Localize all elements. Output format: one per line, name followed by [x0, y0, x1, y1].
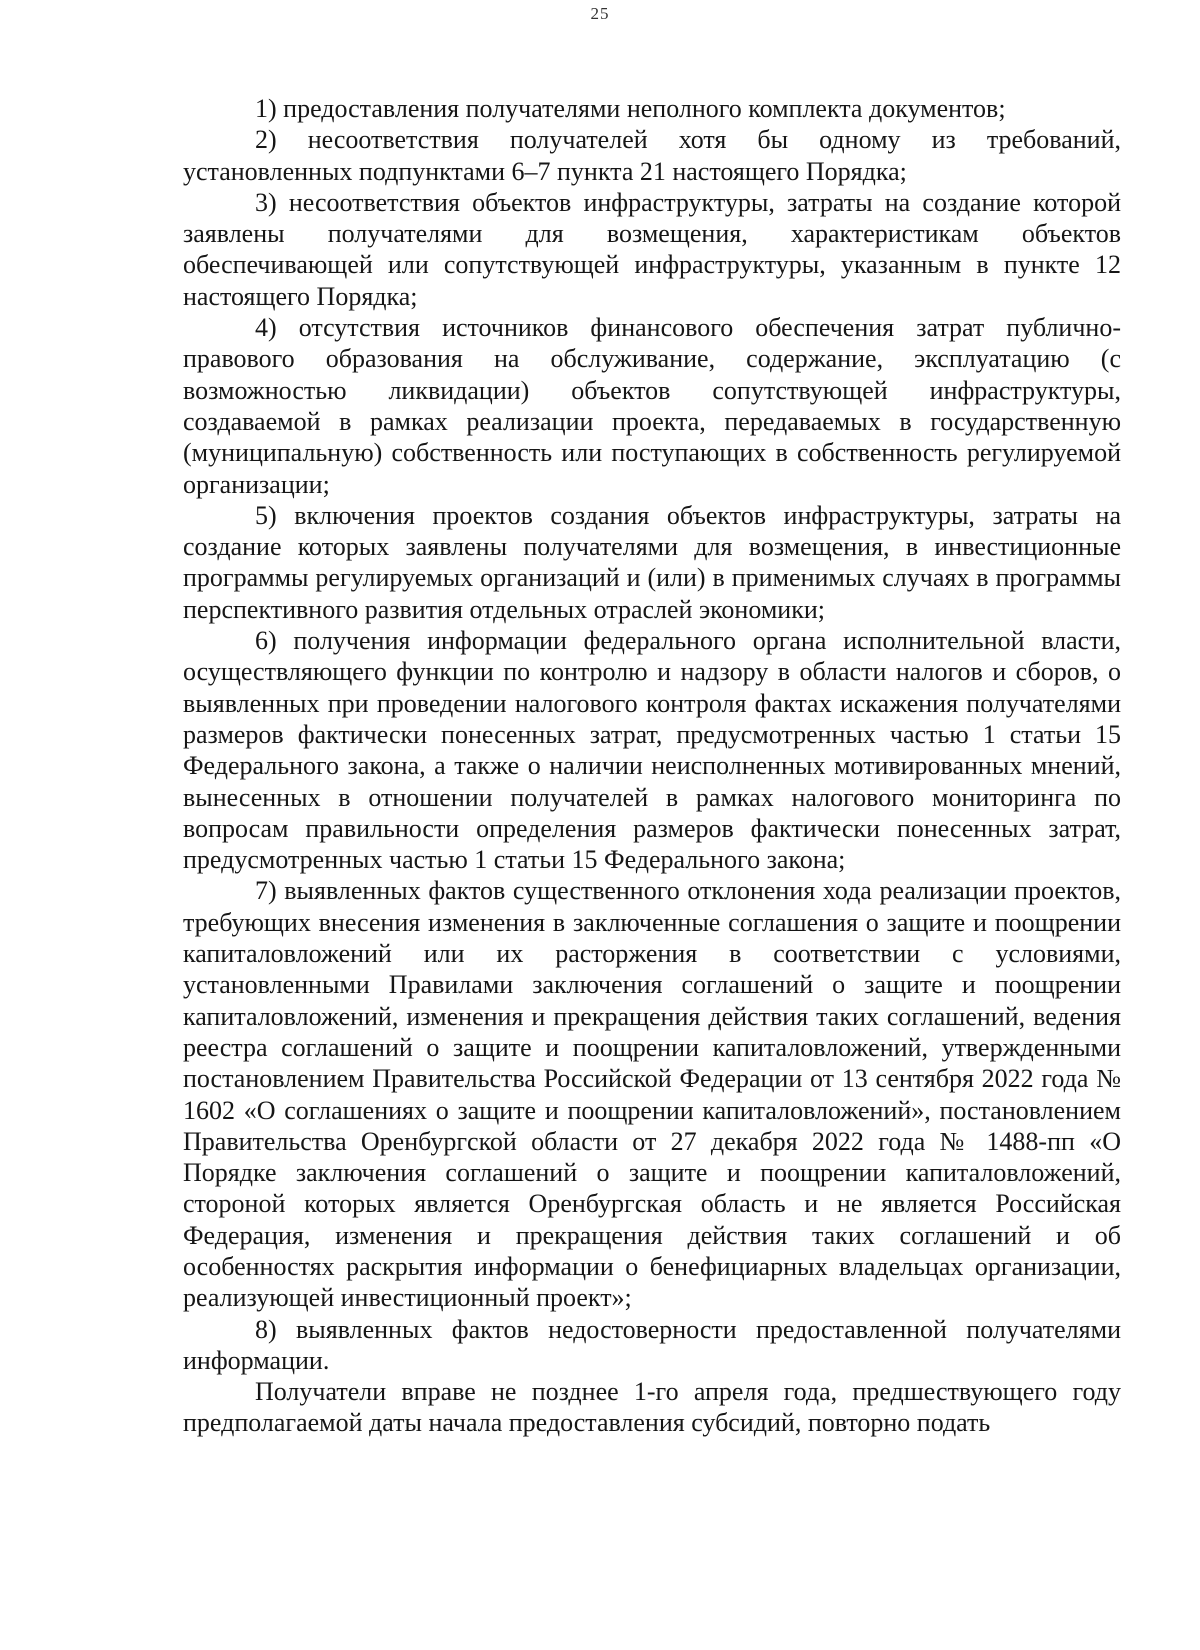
- list-item-3: 3) несоответствия объектов инфраструктуры, затраты на создание которой заявлены получателями для возмещения, характеристикам объектов обеспечивающей или сопутствующей инфраструктуры, указанным в пункте 12 настоящего Порядка;: [183, 187, 1121, 311]
- list-item-5: 5) включения проектов создания объектов инфраструктуры, затраты на создание которых заявлены получателями для возмещения, в инвестиционные программы регулируемых организаций и (или) в применимых случаях в программы перспективного развития отдельных отраслей экономики;: [183, 500, 1121, 624]
- list-item-8: 8) выявленных фактов недостоверности предоставленной получателями информации.: [183, 1314, 1121, 1375]
- page-number: 25: [590, 4, 610, 23]
- list-item-7: 7) выявленных фактов существенного отклонения хода реализации проектов, требующих внесения изменения в заключенные соглашения о защите и поощрении капиталовложений или их расторжения в соответствии с условиями, установленными Правилами заключения соглашений о защите и поощрении капиталовложений, изменения и прекращения действия таких соглашений, ведения реестра соглашений о защите и поощрении капиталовложений, утвержденными постановлением Правительства Российской Федерации от 13 сентября 2022 года № 1602 «О соглашениях о защите и поощрении капиталовложений», постановлением Правительства Оренбургской области от 27 декабря 2022 года № 1488-пп «О Порядке заключения соглашений о защите и поощрении капиталовложений, стороной которых является Оренбургская область и не является Российская Федерация, изменения и прекращения действия таких соглашений и об особенностях раскрытия информации о бенефициарных владельцах организации, реализующей инвестиционный проект»;: [183, 876, 1121, 1313]
- list-item-6: 6) получения информации федерального органа исполнительной власти, осуществляющего функции по контролю и надзору в области налогов и сборов, о выявленных при проведении налогового контроля фактах искажения получателями размеров фактически понесенных затрат, предусмотренных частью 1 статьи 15 Федерального закона, а также о наличии неисполненных мотивированных мнений, вынесенных в отношении получателей в рамках налогового мониторинга по вопросам правильности определения размеров фактически понесенных затрат, предусмотренных частью 1 статьи 15 Федерального закона;: [183, 626, 1121, 875]
- document-body: [183, 93, 1121, 1439]
- list-item-2: 2) несоответствия получателей хотя бы одному из требований, установленных подпунктами 6–7 пункта 21 настоящего Порядка;: [183, 125, 1121, 186]
- list-item-1: 1) предоставления получателями неполного комплекта документов;: [255, 94, 1006, 123]
- list-item-4: 4) отсутствия источников финансового обеспечения затрат публично-правового образования на обслуживание, содержание, эксплуатацию (с возможностью ликвидации) объектов сопутствующей инфраструктуры, создаваемой в рамках реализации проекта, передаваемых в государственную (муниципальную) собственность или поступающих в собственность регулируемой организации;: [183, 313, 1121, 499]
- closing-paragraph: Получатели вправе не позднее 1-го апреля года, предшествующего году предполагаемой даты начала предоставления субсидий, повторно подать: [183, 1377, 1121, 1438]
